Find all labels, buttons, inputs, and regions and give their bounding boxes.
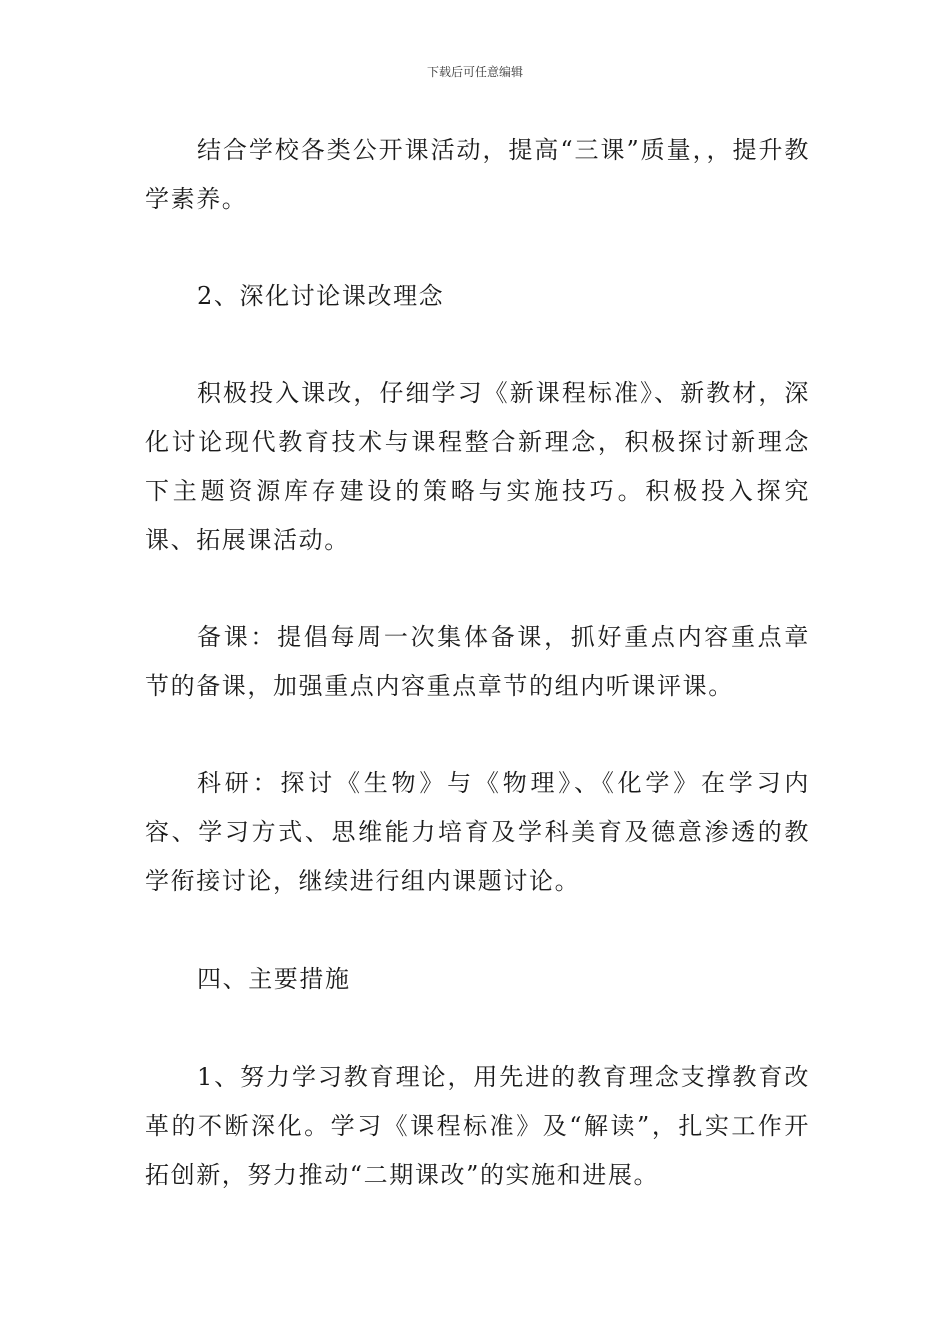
paragraph-lesson-prep: 备课：提倡每周一次集体备课，抓好重点内容重点章节的备课，加强重点内容重点章节的组内听课评课。 — [145, 623, 810, 700]
paragraph-curriculum-reform: 积极投入课改，仔细学习《新课程标准》、新教材，深化讨论现代教育技术与课程整合新理念，积极探讨新理念下主题资源库存建设的策略与实施技巧。积极投入探究课、拓展课活动。 — [145, 379, 810, 554]
heading-deepen-reform: 2、深化讨论课改理念 — [197, 282, 445, 310]
page-header: 下载后可任意编辑 — [426, 65, 523, 79]
paragraph-open-classes: 结合学校各类公开课活动，提高“三课”质量，，提升教学素养。 — [145, 136, 810, 213]
paragraph-research: 科研：探讨《生物》与《物理》、《化学》在学习内容、学习方式、思维能力培育及学科美育及德意渗透的教学衔接讨论，继续进行组内课题讨论。 — [145, 769, 810, 895]
document-body — [145, 126, 810, 1200]
heading-main-measures: 四、主要措施 — [197, 965, 351, 993]
paragraph-study-theory: 1、努力学习教育理论，用先进的教育理念支撑教育改革的不断深化。学习《课程标准》及“解读”，扎实工作开拓创新，努力推动“二期课改”的实施和进展。 — [145, 1063, 810, 1189]
